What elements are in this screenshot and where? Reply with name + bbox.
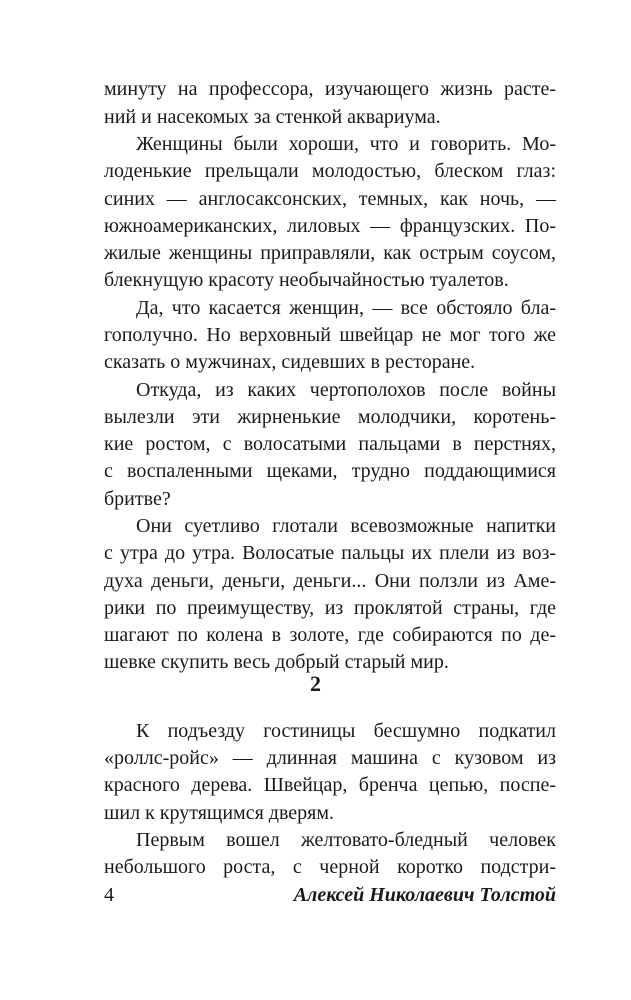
text-line: шагают по колена в золоте, где собираются по де- xyxy=(104,624,556,646)
text-line: небольшого роста, с черной коротко подстри- xyxy=(104,856,556,878)
text-line: Женщины были хороши, что и говорить. Мо- xyxy=(136,133,556,155)
page-number: 4 xyxy=(104,884,114,906)
text-line: шил к крутящимся дверям. xyxy=(104,802,334,824)
text-line: Откуда, из каких чертополохов после войны xyxy=(136,379,556,401)
text-line: с утра до утра. Волосатые пальцы их плели из воз- xyxy=(104,542,556,564)
text-line: шевке скупить весь добрый старый мир. xyxy=(104,651,449,673)
text-line: сказать о мужчинах, сидевших в ресторане. xyxy=(104,351,476,373)
text-line: кие ростом, с волосатыми пальцами в перстнях, xyxy=(104,433,556,455)
text-line: Они суетливо глотали всевозможные напитки xyxy=(136,515,556,537)
chapter-number: 2 xyxy=(310,671,321,696)
text-line: гополучно. Но верховный швейцар не мог того же xyxy=(104,324,556,346)
running-footer-author: Алексей Николаевич Толстой xyxy=(293,884,556,906)
text-line: К подъезду гостиницы бесшумно подкатил xyxy=(136,720,556,742)
text-line: блекнущую красоту необычайностью туалетов. xyxy=(104,269,509,291)
text-line: ний и насекомых за стенкой аквариума. xyxy=(104,106,441,128)
text-line: Первым вошел желтовато-бледный человек xyxy=(136,829,556,851)
text-line: лоденькие прельщали молодостью, блеском глаз: xyxy=(104,160,556,182)
text-line: красного дерева. Швейцар, бренча цепью, поспе- xyxy=(104,774,556,796)
text-line: Да, что касается женщин, — все обстояло бла- xyxy=(136,297,556,319)
text-line: с воспаленными щеками, трудно поддающимися xyxy=(104,460,556,482)
text-line: синих — англосаксонских, темных, как ночь, — xyxy=(104,188,556,210)
text-line: рики по преимуществу, из проклятой страны, где xyxy=(104,597,556,619)
text-line: вылезли эти жирненькие молодчики, коротень- xyxy=(104,406,556,428)
text-line: «роллс-ройс» — длинная машина с кузовом из xyxy=(104,747,556,769)
text-line: южноамериканских, лиловых — французских. По- xyxy=(104,215,556,237)
text-line: жилые женщины приправляли, как острым соусом, xyxy=(104,242,556,264)
text-line: духа деньги, деньги, деньги... Они ползли из Аме- xyxy=(104,570,556,592)
text-line: бритве? xyxy=(104,488,171,510)
text-line: минуту на профессора, изучающего жизнь расте- xyxy=(104,78,556,100)
